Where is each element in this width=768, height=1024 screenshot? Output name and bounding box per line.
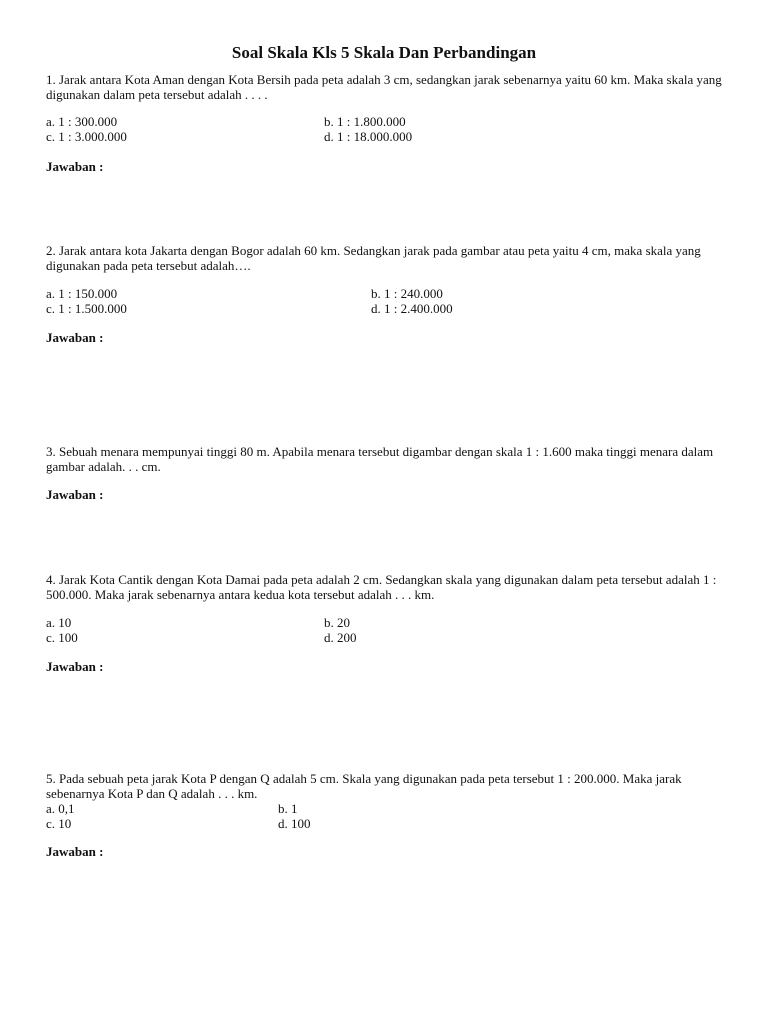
- options-list: [46, 801, 726, 831]
- question-text: 1. Jarak antara Kota Aman dengan Kota Bersih pada peta adalah 3 cm, sedangkan jarak sebenarnya yaitu 60 km. Maka skala yang digunakan dalam peta tersebut adalah . . . .: [46, 72, 722, 102]
- option-b: b. 1 : 1.800.000: [324, 114, 406, 129]
- option-b: b. 20: [324, 615, 350, 630]
- options-list: [46, 615, 726, 645]
- option-a: a. 1 : 150.000: [46, 286, 118, 301]
- question-text: 4. Jarak Kota Cantik dengan Kota Damai pada peta adalah 2 cm. Sedangkan skala yang digunakan dalam peta tersebut adalah 1 : 500.000. Maka jarak sebenarnya antara kedua kota tersebut adalah . . . km.: [46, 572, 717, 602]
- answer-label-5: Jawaban :: [46, 844, 104, 859]
- option-d: d. 1 : 2.400.000: [371, 301, 453, 316]
- answer-label-2: Jawaban :: [46, 330, 104, 345]
- option-a: a. 1 : 300.000: [46, 114, 118, 129]
- answer-label-3: Jawaban :: [46, 487, 104, 502]
- option-c: c. 10: [46, 816, 72, 831]
- option-b: b. 1: [278, 801, 298, 816]
- question-text: 5. Pada sebuah peta jarak Kota P dengan Q adalah 5 cm. Skala yang digunakan pada peta tersebut 1 : 200.000. Maka jarak sebenarnya Kota P dan Q adalah . . . km.: [46, 771, 682, 801]
- question-1: [46, 72, 726, 144]
- option-d: d. 100: [278, 816, 311, 831]
- option-c: c. 1 : 1.500.000: [46, 301, 127, 316]
- question-5: [46, 771, 726, 831]
- option-a: a. 10: [46, 615, 72, 630]
- question-text: 3. Sebuah menara mempunyai tinggi 80 m. Apabila menara tersebut digambar dengan skala 1 : 1.600 maka tinggi menara dalam gambar adalah. . . cm.: [46, 444, 714, 474]
- question-4: [46, 572, 726, 645]
- option-b: b. 1 : 240.000: [371, 286, 443, 301]
- option-c: c. 1 : 3.000.000: [46, 129, 127, 144]
- question-3: [46, 444, 726, 474]
- page-title: Soal Skala Kls 5 Skala Dan Perbandingan: [231, 43, 537, 62]
- option-d: d. 200: [324, 630, 357, 645]
- answer-label-4: Jawaban :: [46, 659, 104, 674]
- question-text: 2. Jarak antara kota Jakarta dengan Bogor adalah 60 km. Sedangkan jarak pada gambar atau peta yaitu 4 cm, maka skala yang digunakan pada peta tersebut adalah….: [46, 243, 701, 273]
- options-list: [46, 286, 726, 316]
- option-d: d. 1 : 18.000.000: [324, 129, 413, 144]
- options-list: [46, 114, 726, 144]
- answer-label-1: Jawaban :: [46, 159, 104, 174]
- question-2: [46, 243, 726, 316]
- option-a: a. 0,1: [46, 801, 75, 816]
- option-c: c. 100: [46, 630, 78, 645]
